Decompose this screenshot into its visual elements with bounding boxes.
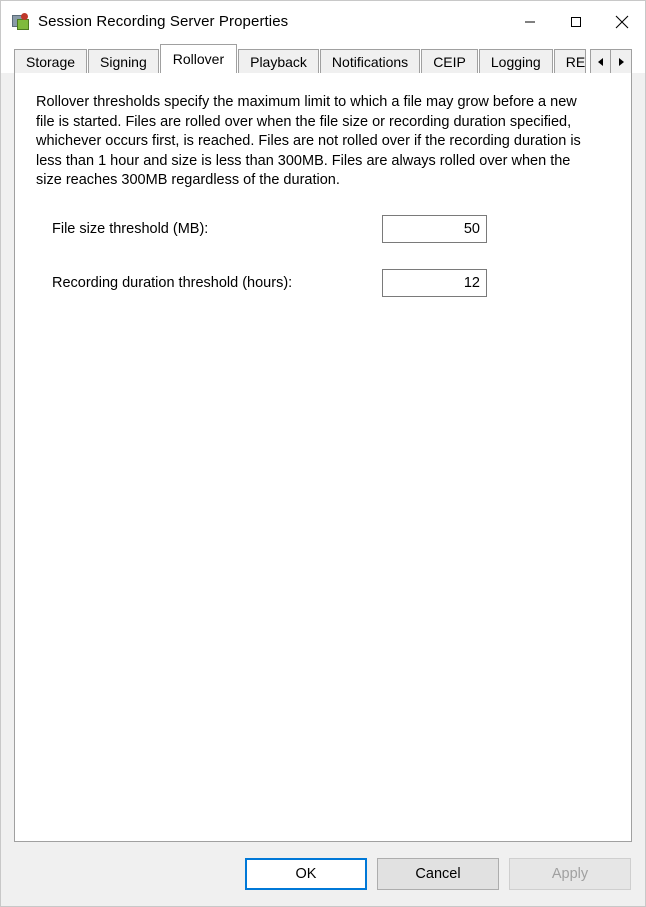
tab-signing[interactable]: Signing: [88, 49, 159, 73]
tab-strip: [1, 42, 645, 73]
caption-buttons: [507, 1, 645, 42]
tab-ceip[interactable]: CEIP: [421, 49, 478, 73]
tab-rollover[interactable]: Rollover: [160, 44, 237, 73]
file-size-threshold-input[interactable]: [382, 215, 487, 243]
apply-button[interactable]: Apply: [509, 858, 631, 890]
tab-storage[interactable]: Storage: [14, 49, 87, 73]
rollover-description: Rollover thresholds specify the maximum limit to which a file may grow before a new file is started. Files are rolled over when the file size or recording duration specified, whichever occurs first, is reached. Files are not rolled over if the recording duration is less than 1 hour and size is less than 300MB. Files are always rolled over when the size reaches 300MB regardless of the duration.: [36, 94, 581, 188]
recording-duration-threshold-label: Recording duration threshold (hours):: [52, 275, 293, 291]
window-title: Session Recording Server Properties: [38, 13, 289, 30]
tab-logging[interactable]: Logging: [479, 49, 553, 73]
session-recording-icon: [12, 13, 30, 31]
recording-duration-threshold-row: [52, 269, 592, 297]
tab-scroll-buttons: [590, 42, 632, 73]
recording-duration-threshold-input[interactable]: [382, 269, 487, 297]
close-icon[interactable]: [599, 1, 645, 42]
tab-re[interactable]: RE: [554, 49, 586, 73]
file-size-threshold-row: [52, 215, 592, 243]
maximize-icon[interactable]: [553, 1, 599, 42]
tab-list: [14, 42, 590, 73]
scroll-left-icon[interactable]: [590, 49, 611, 74]
cancel-button[interactable]: Cancel: [377, 858, 499, 890]
title-bar: [1, 1, 645, 42]
rollover-tab-panel: [14, 73, 632, 842]
minimize-icon[interactable]: [507, 1, 553, 42]
tab-notifications[interactable]: Notifications: [320, 49, 420, 73]
ok-button[interactable]: OK: [245, 858, 367, 890]
tab-playback[interactable]: Playback: [238, 49, 319, 73]
file-size-threshold-label: File size threshold (MB):: [52, 221, 209, 237]
dialog-buttons: [1, 842, 645, 906]
scroll-right-icon[interactable]: [611, 49, 632, 74]
